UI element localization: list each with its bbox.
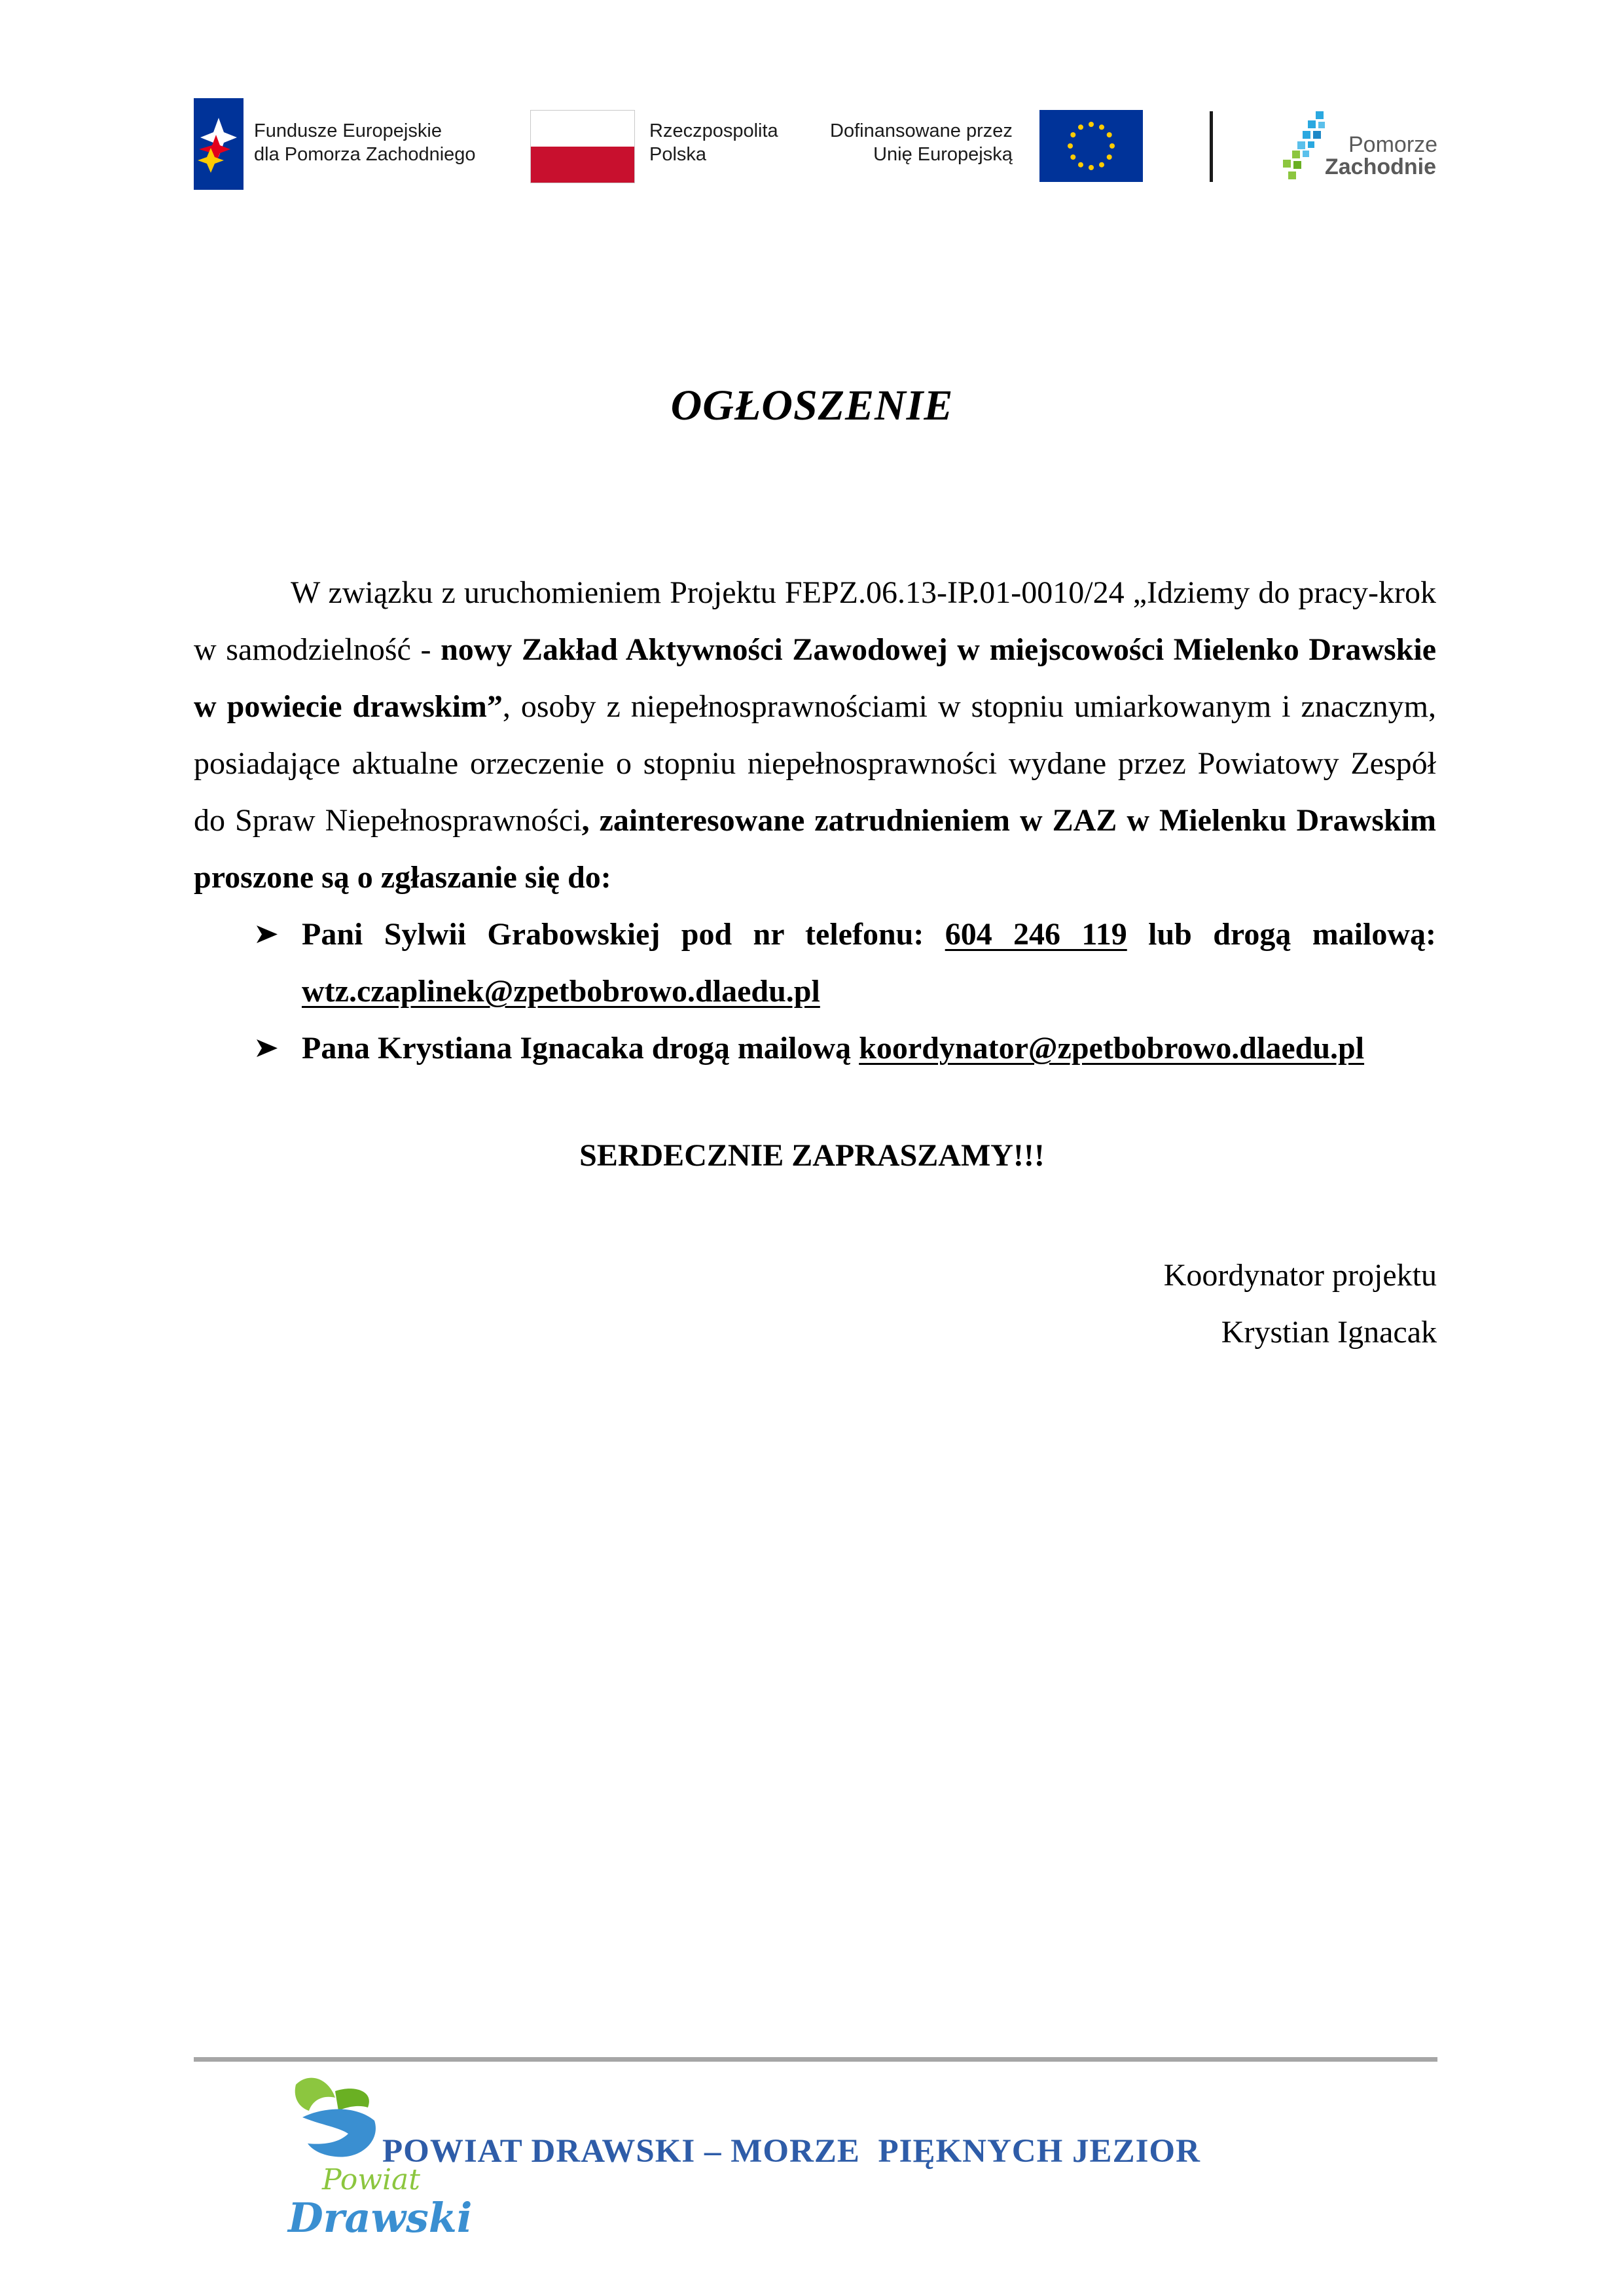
phone-link[interactable]: 604 246 119 bbox=[945, 917, 1127, 952]
footer-logo-line1: Powiat bbox=[322, 2163, 420, 2197]
footer-slogan: POWIAT DRAWSKI – MORZE PIĘKNYCH JEZIOR bbox=[382, 2133, 1200, 2170]
eu-flag-icon bbox=[1039, 110, 1143, 182]
footer-logo-line2: Drawski bbox=[288, 2194, 473, 2242]
contact-1-text: Pani Sylwii Grabowskiej pod nr telefonu: bbox=[302, 917, 945, 952]
european-funds-line2: dla Pomorza Zachodniego bbox=[254, 144, 476, 165]
eu-line1: Dofinansowane przez bbox=[830, 120, 1013, 141]
poland-line1: Rzeczpospolita bbox=[649, 120, 778, 141]
announcement-body bbox=[194, 564, 1436, 1077]
signature-role: Koordynator projektu bbox=[1163, 1258, 1437, 1293]
intro-part3: , osoby z niepełnosprawnościami w stopniu umiarkowanym i znacznym, posiadające aktualne orzeczenie o stopniu niepełnosprawności wydane przez Powiatowy Zespół do Spraw Niepełnosprawności bbox=[194, 689, 1436, 838]
arrow-bullet-icon bbox=[251, 906, 283, 963]
signature-block bbox=[1164, 1247, 1437, 1361]
arrow-bullet-icon bbox=[251, 1020, 283, 1077]
eu-cofinanced-text bbox=[830, 119, 1013, 166]
eu-line2: Unię Europejską bbox=[873, 144, 1013, 165]
contact-1-text-middle: lub drogą mailową: bbox=[1127, 917, 1437, 952]
email-link-koordynator[interactable]: koordynator@zpetbobrowo.dlaedu.pl bbox=[859, 1031, 1365, 1066]
intro-project-name: nowy Zakład Aktywności Zawodowej w miejscowości Mielenko Drawskie w powiecie drawskim” bbox=[194, 632, 1436, 724]
contact-2-text: Pana Krystiana Ignacaka drogą mailową bbox=[302, 1031, 859, 1066]
contact-item-ignacak bbox=[194, 1020, 1436, 1077]
logo-separator bbox=[1210, 111, 1213, 182]
european-funds-logo-text bbox=[254, 119, 476, 166]
pomorze-logo-line2: Zachodnie bbox=[1325, 154, 1437, 179]
page-title: OGŁOSZENIE bbox=[670, 382, 954, 429]
intro-call-to-action: , zainteresowane zatrudnieniem w ZAZ w Mielenku Drawskim proszone są o zgłaszanie się do: bbox=[194, 803, 1437, 895]
footer-divider bbox=[194, 2057, 1437, 2062]
email-link-wtz[interactable]: wtz.czaplinek@zpetbobrowo.dlaedu.pl bbox=[302, 974, 820, 1009]
european-funds-logo-icon bbox=[194, 98, 244, 190]
contact-item-grabowska bbox=[194, 906, 1436, 1020]
intro-part1: W związku z uruchomieniem Projektu FEPZ.06.13-IP.01-0010/24 „Idziemy do pracy-krok w samodzielność - bbox=[194, 575, 1436, 667]
intro-paragraph bbox=[194, 564, 1436, 906]
poland-flag-icon bbox=[530, 110, 635, 183]
pomorze-logo-line1: Pomorze bbox=[1348, 132, 1438, 157]
signature-name: Krystian Ignacak bbox=[1221, 1315, 1437, 1350]
header-logos bbox=[194, 98, 1437, 190]
contact-list bbox=[194, 906, 1436, 1077]
european-funds-line1: Fundusze Europejskie bbox=[254, 120, 442, 141]
invitation-text: SERDECZNIE ZAPRASZAMY!!! bbox=[579, 1138, 1045, 1173]
poland-logo-text bbox=[649, 119, 778, 166]
poland-line2: Polska bbox=[649, 144, 707, 165]
